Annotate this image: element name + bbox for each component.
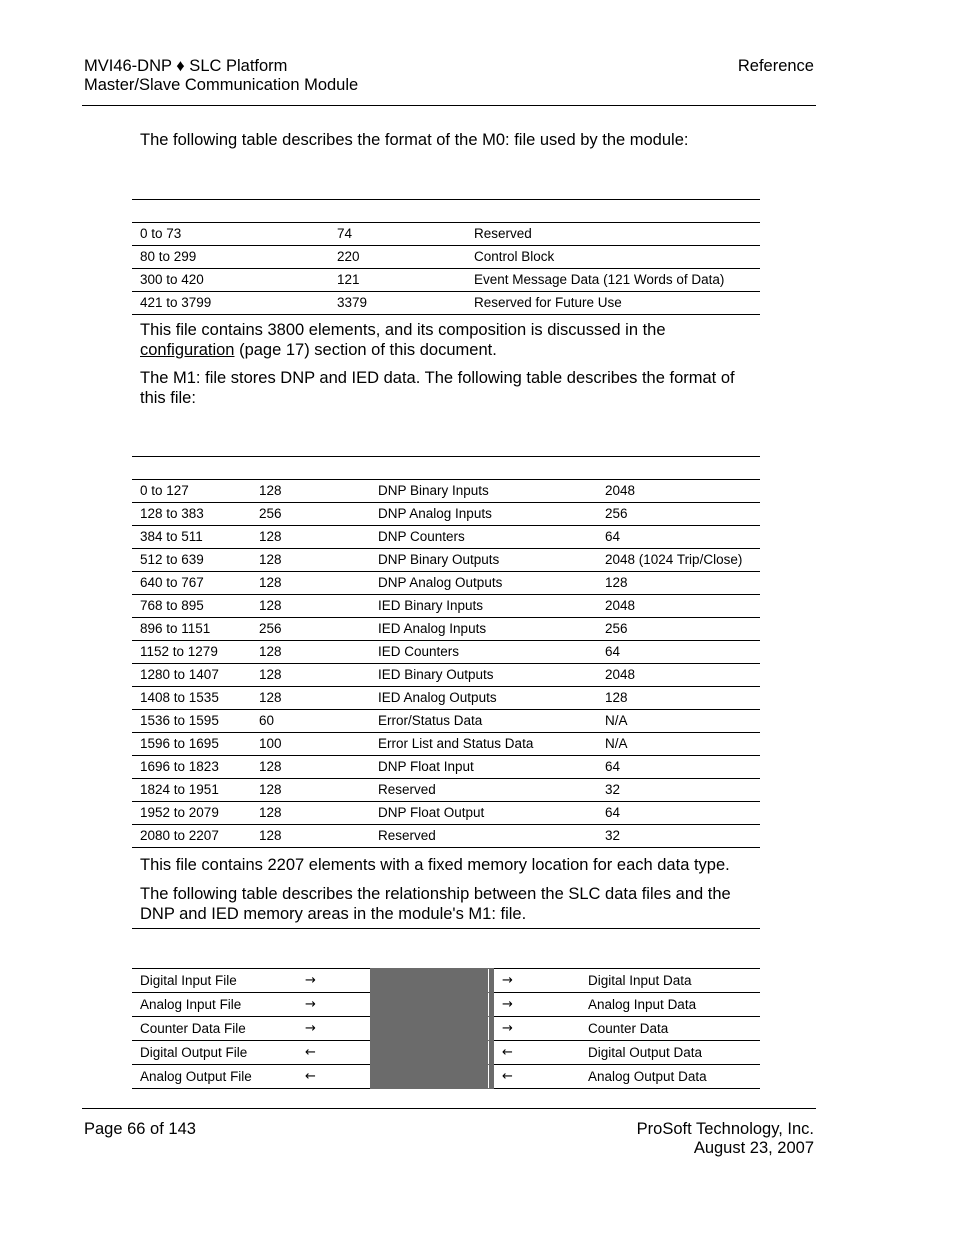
m1-points-cell: 256 — [597, 618, 760, 641]
m0-range-cell: 300 to 420 — [132, 269, 329, 292]
module-block-cell — [370, 1041, 488, 1065]
m1-points-cell: N/A — [597, 710, 760, 733]
module-block-cell — [370, 993, 488, 1017]
m1-table-top-rule — [132, 456, 760, 457]
m1-points-cell: 32 — [597, 825, 760, 848]
table-row — [132, 1017, 760, 1041]
module-data-cell: Counter Data — [580, 1017, 760, 1041]
m1-points-cell: N/A — [597, 733, 760, 756]
m1-size-cell: 256 — [251, 618, 370, 641]
m1-size-cell: 128 — [251, 779, 370, 802]
m1-range-cell: 1280 to 1407 — [132, 664, 251, 687]
table-row — [132, 269, 760, 292]
m1-range-cell: 2080 to 2207 — [132, 825, 251, 848]
m1-table — [132, 479, 760, 848]
m0-table — [132, 222, 760, 315]
m1-range-cell: 1596 to 1695 — [132, 733, 251, 756]
m1-size-cell: 128 — [251, 756, 370, 779]
arrow-right-cell: → — [494, 1017, 580, 1041]
header-product-subtitle: Master/Slave Communication Module — [84, 76, 359, 94]
m1-size-cell: 128 — [251, 526, 370, 549]
m1-data-type-cell: IED Binary Outputs — [370, 664, 597, 687]
m1-range-cell: 768 to 895 — [132, 595, 251, 618]
m0-size-cell: 74 — [329, 223, 466, 246]
m1-range-cell: 1536 to 1595 — [132, 710, 251, 733]
m1-data-type-cell: IED Counters — [370, 641, 597, 664]
table-row — [132, 503, 760, 526]
table-row — [132, 223, 760, 246]
footer-date: August 23, 2007 — [693, 1139, 814, 1157]
table-row — [132, 549, 760, 572]
m1-size-cell: 128 — [251, 687, 370, 710]
m0-range-cell: 80 to 299 — [132, 246, 329, 269]
m0-note-part2: (page 17) section of this document. — [234, 340, 497, 359]
table-row — [132, 618, 760, 641]
m1-size-cell: 128 — [251, 480, 370, 503]
m1-note-text: This file contains 2207 elements with a fixed memory location for each data type. — [140, 856, 730, 874]
m1-data-type-cell: DNP Float Input — [370, 756, 597, 779]
m1-points-cell: 64 — [597, 756, 760, 779]
m1-size-cell: 128 — [251, 595, 370, 618]
m1-range-cell: 896 to 1151 — [132, 618, 251, 641]
m1-points-cell: 64 — [597, 641, 760, 664]
m0-intro-text: The following table describes the format of the M0: file used by the module: — [140, 131, 689, 149]
slc-file-cell: Digital Input File — [132, 969, 297, 993]
m1-data-type-cell: IED Analog Outputs — [370, 687, 597, 710]
header-divider — [82, 105, 816, 106]
m1-size-cell: 128 — [251, 549, 370, 572]
arrow-right-cell: → — [494, 993, 580, 1017]
table-row — [132, 572, 760, 595]
m1-range-cell: 1408 to 1535 — [132, 687, 251, 710]
m1-data-type-cell: IED Analog Inputs — [370, 618, 597, 641]
m1-points-cell: 2048 — [597, 595, 760, 618]
module-block-cell — [370, 1065, 488, 1089]
m1-range-cell: 1824 to 1951 — [132, 779, 251, 802]
m1-data-type-cell: DNP Binary Outputs — [370, 549, 597, 572]
m1-size-cell: 100 — [251, 733, 370, 756]
table-row — [132, 969, 760, 993]
m1-data-type-cell: DNP Analog Inputs — [370, 503, 597, 526]
map-table-top-rule — [132, 928, 760, 929]
footer-divider — [82, 1108, 816, 1109]
table-row — [132, 595, 760, 618]
arrow-left-cell: ← — [297, 1065, 370, 1089]
m1-data-type-cell: Error/Status Data — [370, 710, 597, 733]
table-row — [132, 687, 760, 710]
arrow-left-cell: → — [297, 1017, 370, 1041]
m1-points-cell: 32 — [597, 779, 760, 802]
module-data-cell: Analog Output Data — [580, 1065, 760, 1089]
m1-points-cell: 128 — [597, 572, 760, 595]
m1-size-cell: 128 — [251, 825, 370, 848]
m1-range-cell: 1696 to 1823 — [132, 756, 251, 779]
table-row — [132, 802, 760, 825]
slc-file-cell: Counter Data File — [132, 1017, 297, 1041]
table-row — [132, 825, 760, 848]
m0-description-cell: Reserved for Future Use — [466, 292, 760, 315]
m1-data-type-cell: Reserved — [370, 825, 597, 848]
m0-size-cell: 3379 — [329, 292, 466, 315]
arrow-left-cell: → — [297, 993, 370, 1017]
m0-range-cell: 0 to 73 — [132, 223, 329, 246]
m0-note-part1: This file contains 3800 elements, and its composition is discussed in the — [140, 321, 666, 339]
file-mapping-table — [132, 968, 760, 1089]
footer-company-block — [637, 1120, 814, 1158]
table-row — [132, 641, 760, 664]
slc-file-cell: Analog Output File — [132, 1065, 297, 1089]
m1-points-cell: 64 — [597, 802, 760, 825]
m1-size-cell: 128 — [251, 572, 370, 595]
m1-size-cell: 256 — [251, 503, 370, 526]
module-data-cell: Digital Output Data — [580, 1041, 760, 1065]
m0-note-text — [140, 321, 760, 360]
arrow-right-cell: → — [494, 969, 580, 993]
m1-data-type-cell: DNP Analog Outputs — [370, 572, 597, 595]
table-row — [132, 480, 760, 503]
configuration-link[interactable]: configuration — [140, 340, 235, 359]
page-footer — [84, 1120, 814, 1157]
m1-size-cell: 128 — [251, 664, 370, 687]
m1-size-cell: 60 — [251, 710, 370, 733]
arrow-left-cell: → — [297, 969, 370, 993]
m1-data-type-cell: Reserved — [370, 779, 597, 802]
m1-data-type-cell: Error List and Status Data — [370, 733, 597, 756]
m1-points-cell: 2048 — [597, 664, 760, 687]
table-row — [132, 292, 760, 315]
table-row — [132, 756, 760, 779]
module-data-cell: Digital Input Data — [580, 969, 760, 993]
table-row — [132, 664, 760, 687]
header-section: Reference — [737, 57, 814, 75]
slc-file-cell: Digital Output File — [132, 1041, 297, 1065]
m1-data-type-cell: DNP Counters — [370, 526, 597, 549]
m1-intro-text: The M1: file stores DNP and IED data. The following table describes the format of this file: — [140, 369, 735, 407]
m1-range-cell: 640 to 767 — [132, 572, 251, 595]
m1-size-cell: 128 — [251, 802, 370, 825]
m1-data-type-cell: DNP Binary Inputs — [370, 480, 597, 503]
footer-company: ProSoft Technology, Inc. — [636, 1120, 814, 1138]
m1-points-cell: 2048 — [597, 480, 760, 503]
table-row — [132, 1065, 760, 1089]
table-row — [132, 993, 760, 1017]
table-row — [132, 779, 760, 802]
table-row — [132, 733, 760, 756]
m1-points-cell: 2048 (1024 Trip/Close) — [597, 549, 760, 572]
module-data-cell: Analog Input Data — [580, 993, 760, 1017]
map-intro-text: The following table describes the relationship between the SLC data files and the DNP and IED memory areas in the module's M1: file. — [140, 885, 731, 923]
module-block-cell — [370, 969, 488, 993]
m1-range-cell: 0 to 127 — [132, 480, 251, 503]
table-row — [132, 710, 760, 733]
m1-range-cell: 512 to 639 — [132, 549, 251, 572]
page-number: Page 66 of 143 — [84, 1120, 196, 1138]
module-block-cell — [370, 1017, 488, 1041]
m1-points-cell: 256 — [597, 503, 760, 526]
m0-range-cell: 421 to 3799 — [132, 292, 329, 315]
arrow-left-cell: ← — [297, 1041, 370, 1065]
page-header — [84, 57, 814, 95]
m1-range-cell: 1152 to 1279 — [132, 641, 251, 664]
table-row — [132, 1041, 760, 1065]
m1-data-type-cell: DNP Float Output — [370, 802, 597, 825]
m1-points-cell: 128 — [597, 687, 760, 710]
m0-size-cell: 220 — [329, 246, 466, 269]
arrow-right-cell: ← — [494, 1065, 580, 1089]
arrow-right-cell: ← — [494, 1041, 580, 1065]
m0-size-cell: 121 — [329, 269, 466, 292]
m0-description-cell: Control Block — [466, 246, 760, 269]
header-product-title: MVI46-DNP ♦ SLC Platform — [84, 57, 288, 75]
m1-size-cell: 128 — [251, 641, 370, 664]
m0-table-top-rule — [132, 199, 760, 200]
m1-range-cell: 1952 to 2079 — [132, 802, 251, 825]
m0-description-cell: Reserved — [466, 223, 760, 246]
table-row — [132, 246, 760, 269]
m0-description-cell: Event Message Data (121 Words of Data) — [466, 269, 760, 292]
m1-range-cell: 384 to 511 — [132, 526, 251, 549]
m1-points-cell: 64 — [597, 526, 760, 549]
m1-range-cell: 128 to 383 — [132, 503, 251, 526]
slc-file-cell: Analog Input File — [132, 993, 297, 1017]
table-row — [132, 526, 760, 549]
m1-data-type-cell: IED Binary Inputs — [370, 595, 597, 618]
